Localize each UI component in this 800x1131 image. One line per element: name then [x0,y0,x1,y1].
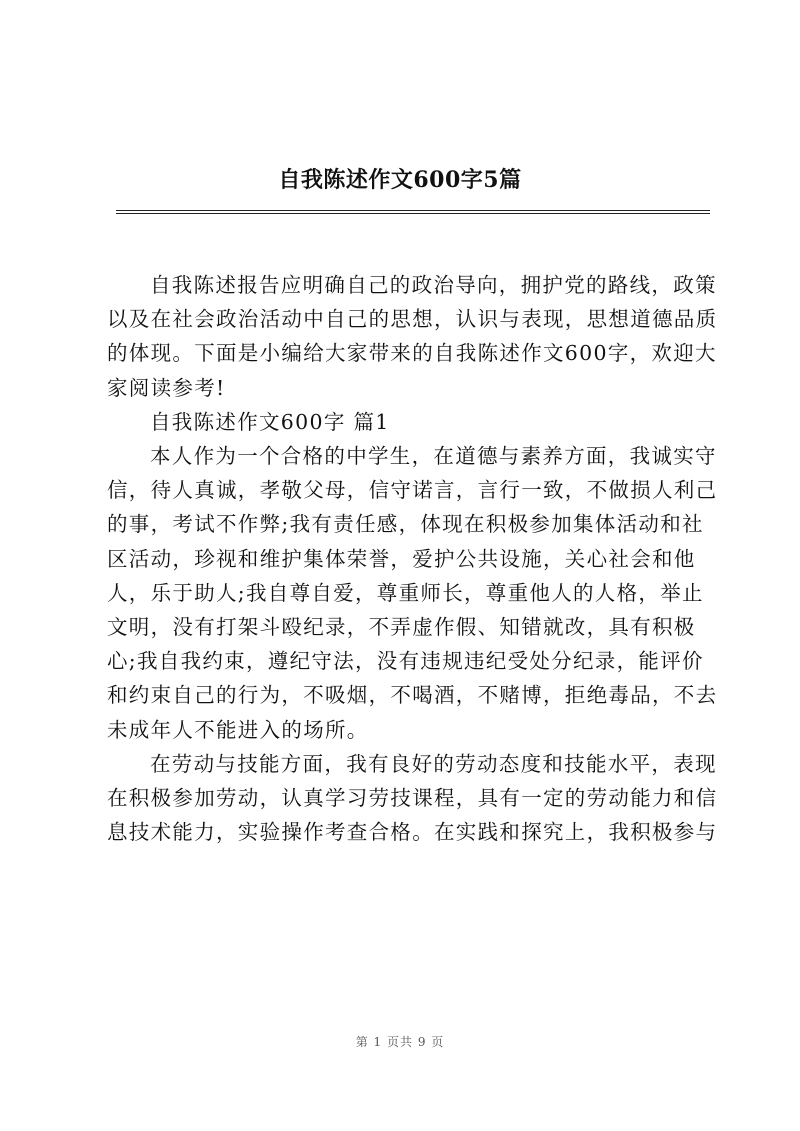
document-title: 自我陈述作文600字5篇 [278,167,522,193]
section-heading: 自我陈述作文600字 篇1 [150,409,390,434]
body-line: 未成年人不能进入的场所。 [107,717,369,742]
page-footer: 第 1 页共 9 页 [355,1035,445,1049]
body-line: 在劳动与技能方面，我有良好的劳动态度和技能水平，表现 [150,751,717,776]
body-line: 本人作为一个合格的中学生，在道德与素养方面，我诚实守 [150,444,717,469]
body-line: 息技术能力，实验操作考查合格。在实践和探究上，我积极参与 [107,820,718,845]
document-body [107,268,718,849]
body-line: 在积极参加劳动，认真学习劳技课程，具有一定的劳动能力和信 [107,786,718,811]
body-line: 信，待人真诚，孝敬父母，信守诺言，言行一致，不做损人利己 [107,478,718,503]
title-divider [116,210,710,211]
body-line: 的体现。下面是小编给大家带来的自我陈述作文600字，欢迎大 [107,341,717,366]
body-line: 区活动，珍视和维护集体荣誉，爱护公共设施，关心社会和他 [107,546,696,571]
body-line: 的事，考试不作弊;我有责任感，体现在积极参加集体活动和社 [107,512,704,537]
body-line: 和约束自己的行为，不吸烟，不喝酒，不赌博，拒绝毒品，不去 [107,683,718,708]
body-line: 心;我自我约束，遵纪守法，没有违规违纪受处分纪录，能评价 [107,649,704,674]
body-line: 以及在社会政治活动中自己的思想，认识与表现，思想道德品质 [107,307,718,332]
body-line: 文明，没有打架斗殴纪录，不弄虚作假、知错就改，具有积极 [107,615,696,640]
body-line: 自我陈述报告应明确自己的政治导向，拥护党的路线，政策 [150,273,717,297]
title-divider-thin [116,213,710,214]
body-line: 家阅读参考! [107,375,226,400]
body-line: 人，乐于助人;我自尊自爱，尊重师长，尊重他人的人格，举止 [107,580,704,605]
